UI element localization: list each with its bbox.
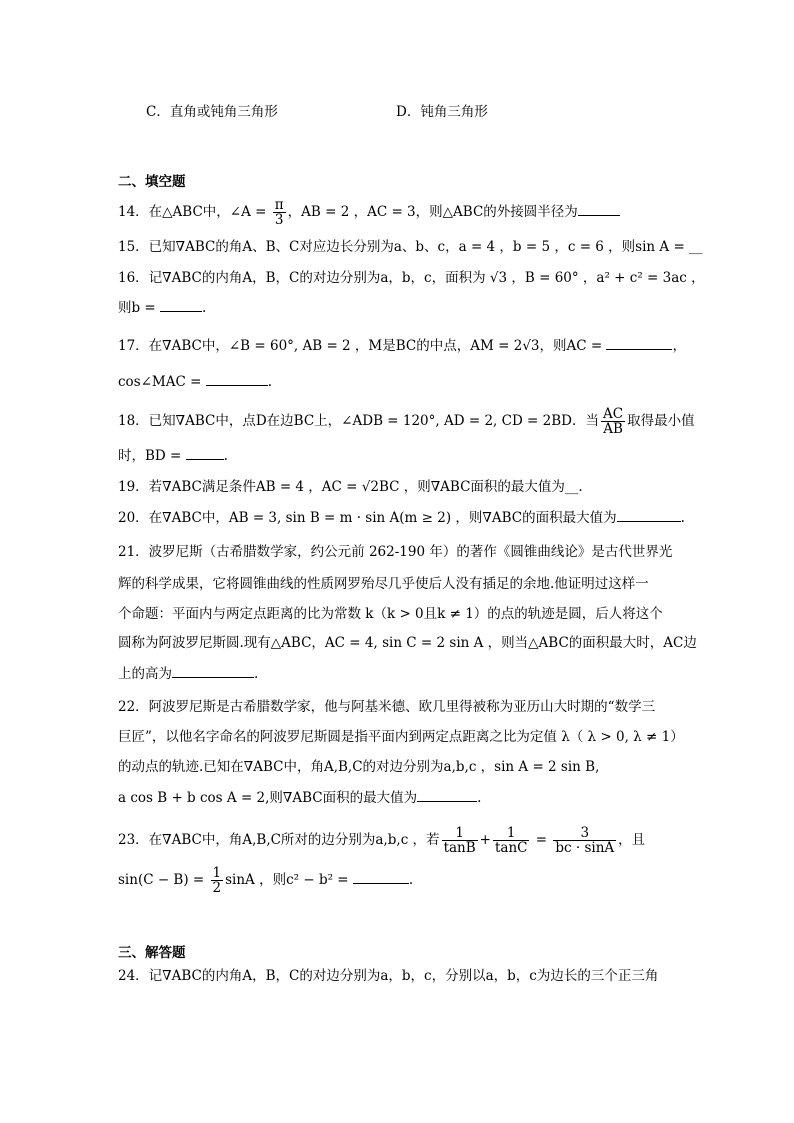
- question-22-line-4: a cos B + b cos A = 2,则∇ABC面积的最大值为 .: [118, 790, 482, 806]
- question-23-line-2: sin(C − B) = $\frac{1}{2}$ sinA ，则c² − b² = .: [118, 865, 414, 896]
- question-21-line-3: 个命题：平面内与两定点距离的比为常数 k（k > 0且k ≠ 1）的点的轨迹是圆，后人将这个: [118, 606, 663, 622]
- question-19: 19．若∇ABC满足条件AB = 4 ，AC = √2BC ，则∇ABC面积的最大值为__.: [118, 479, 583, 495]
- question-24-line-1: 24．记∇ABC的内角A，B，C的对边分别为a，b，c，分别以a，b，c为边长的三个正三角: [118, 968, 659, 984]
- question-16-line-2: 则b = .: [118, 300, 207, 316]
- option-d: D．钝角三角形: [396, 104, 488, 120]
- answer-blank: [617, 521, 681, 522]
- q23-fraction-1: $\frac{1}{\tan B}$: [443, 825, 476, 856]
- q14-text-b: ，AB = 2 ，AC = 3，则△ABC的外接圆半径为: [287, 204, 578, 220]
- question-22-line-3: 的动点的轨迹.已知在∇ABC中，角A,B,C的对边分别为a,b,c ，sin A = 2 sin B,: [118, 759, 600, 775]
- q14-text-a: 14．在△ABC中，∠A =: [118, 204, 271, 220]
- question-21-line-2: 辉的科学成果，它将圆锥曲线的性质网罗殆尽几乎使后人没有插足的余地.他证明过这样一: [118, 576, 649, 592]
- question-21-line-5: 上的高为 .: [118, 666, 259, 682]
- q23-fraction-4: $\frac{1}{2}$: [212, 865, 222, 896]
- answer-blank: [172, 677, 254, 678]
- answer-blank: [606, 349, 672, 350]
- question-20: 20．在∇ABC中，AB = 3, sin B = m · sin A(m ≥ 2) ，则∇ABC的面积最大值为 .: [118, 510, 685, 526]
- question-21-line-4: 圆称为阿波罗尼斯圆.现有△ABC，AC = 4, sin C = 2 sin A ，则当△ABC的面积最大时，AC边: [118, 635, 697, 651]
- answer-blank: [353, 883, 409, 884]
- answer-blank: [206, 385, 268, 386]
- question-18-line-2: 时，BD = .: [118, 448, 228, 464]
- question-17-line-2: cos∠MAC = .: [118, 374, 273, 390]
- answer-blank: [186, 459, 224, 460]
- answer-blank: [578, 215, 620, 216]
- question-15: 15．已知∇ABC的角A、B、C对应边长分别为a、b、c，a = 4 ，b = 5 ，c = 6 ，则sin A = __: [118, 239, 703, 255]
- answer-blank: [160, 311, 202, 312]
- question-14: [118, 198, 620, 227]
- q23-fraction-2: $\frac{1}{\tan C}$: [494, 825, 528, 856]
- question-18-line-1: 18．已知∇ABC中，点D在边BC上，∠ADB = 120°, AD = 2, CD = 2BD．当 $\frac{AC}{AB}$ 取得最小值: [118, 406, 695, 437]
- question-16-line-1: 16．记∇ABC的内角A，B，C的对边分别为a，b，c，面积为 √3 ，B = 60° ，a² + c² = 3ac ，: [118, 270, 705, 286]
- answer-blank: [417, 801, 477, 802]
- q14-fraction: $\frac{\pi}{3}$: [274, 197, 284, 228]
- question-22-line-1: 22．阿波罗尼斯是古希腊数学家，他与阿基米德、欧几里得被称为亚历山大时期的“数学三: [118, 699, 656, 715]
- question-17-line-1: 17．在∇ABC中，∠B = 60°, AB = 2 ，M是BC的中点，AM = 2√3，则AC = ，: [118, 338, 686, 354]
- section-heading-solve: 三、解答题: [118, 945, 186, 961]
- q18-fraction: $\frac{AC}{AB}$: [603, 406, 624, 437]
- section-heading-fill-blank: 二、填空题: [118, 174, 186, 190]
- q23-fraction-3: $\frac{3}{bc \cdot \sin A}$: [555, 825, 615, 856]
- question-23-line-1: 23．在∇ABC中，角A,B,C所对的边分别为a,b,c ，若 $\frac{1}{\tan B}$ + $\frac{1}{\tan C}$ = $\frac{3}{bc \cdot \sin A}$ ，且: [118, 825, 646, 856]
- question-22-line-2: 巨匠”，以他名字命名的阿波罗尼斯圆是指平面内到两定点距离之比为定值 λ（ λ > 0, λ ≠ 1）: [118, 729, 684, 745]
- option-c: C．直角或钝角三角形: [146, 104, 278, 120]
- question-21-line-1: 21．波罗尼斯（古希腊数学家，约公元前 262-190 年）的著作《圆锥曲线论》是古代世界光: [118, 544, 673, 560]
